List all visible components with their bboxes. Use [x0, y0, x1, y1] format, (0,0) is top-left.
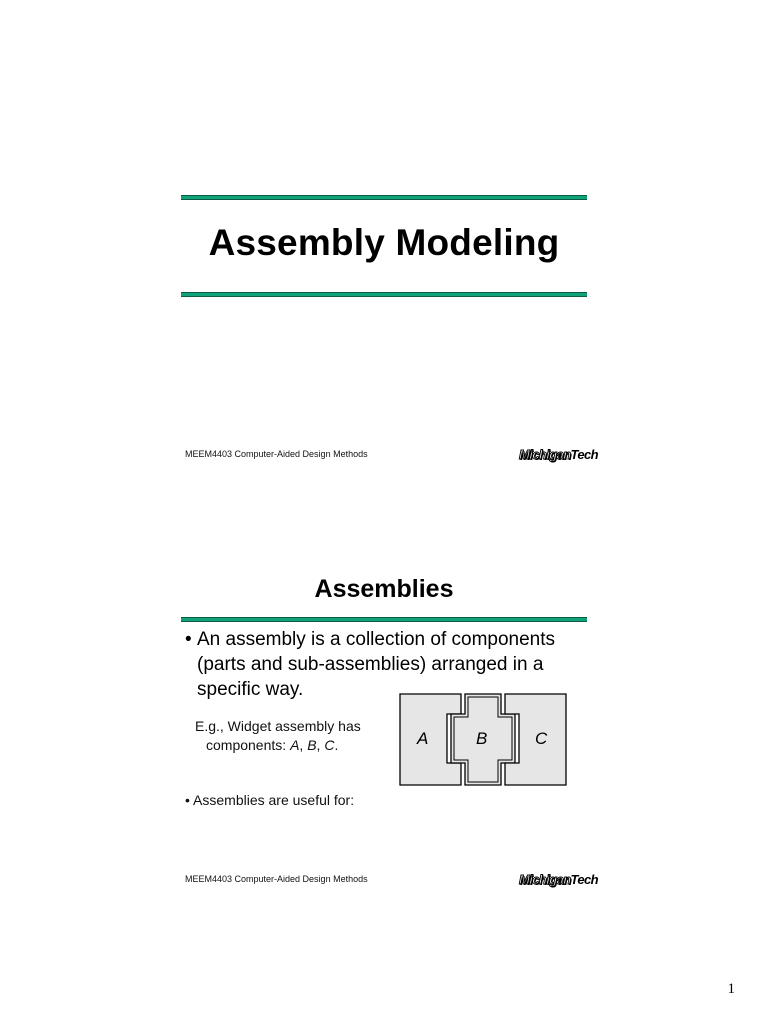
bullet1-line2: (parts and sub-assemblies) arranged in a: [197, 654, 544, 675]
example-sep2: ,: [316, 737, 325, 753]
example-a: A: [290, 737, 300, 753]
widget-assembly-diagram: [398, 692, 568, 788]
slide2-footer-course: MEEM4403 Computer-Aided Design Methods: [185, 874, 368, 884]
bullet1-line1: An assembly is a collection of components: [197, 629, 556, 650]
example-line2: [195, 736, 361, 755]
bullet2-text: Assemblies are useful for:: [193, 792, 355, 808]
slide2-title: Assemblies: [314, 575, 454, 603]
example-b: B: [307, 737, 317, 753]
title-bottom-rule: [181, 292, 587, 297]
logo-michigan-text: Michigan: [519, 872, 571, 887]
diagram-label-b: B: [476, 729, 488, 748]
bullet-assembly-definition: [185, 627, 585, 702]
bullet-assemblies-useful: [185, 792, 354, 808]
bullet-dot: •: [185, 629, 192, 650]
diagram-label-c: C: [535, 729, 548, 748]
example-c: C: [324, 737, 335, 753]
slide2-michigan-tech-logo: [519, 873, 598, 887]
bullet1-line3: specific way.: [197, 679, 304, 700]
logo-tech-text: Tech: [570, 872, 599, 887]
slide1-michigan-tech-logo: [519, 448, 598, 462]
bullet-dot-small: •: [185, 792, 194, 808]
title-top-rule: [181, 195, 587, 200]
example-sep1: ,: [299, 737, 308, 753]
diagram-label-a: A: [417, 729, 429, 748]
page-number: 1: [727, 981, 735, 997]
example-line1: E.g., Widget assembly has: [195, 718, 361, 734]
slide1-footer-course: MEEM4403 Computer-Aided Design Methods: [185, 449, 368, 459]
logo-michigan-text: Michigan: [519, 447, 571, 462]
example-text: [195, 717, 361, 755]
slide2-title-rule: [181, 617, 587, 622]
example-prefix: components:: [206, 737, 291, 753]
example-end: .: [334, 737, 339, 753]
slide1-title: Assembly Modeling: [208, 222, 560, 263]
logo-tech-text: Tech: [570, 447, 599, 462]
